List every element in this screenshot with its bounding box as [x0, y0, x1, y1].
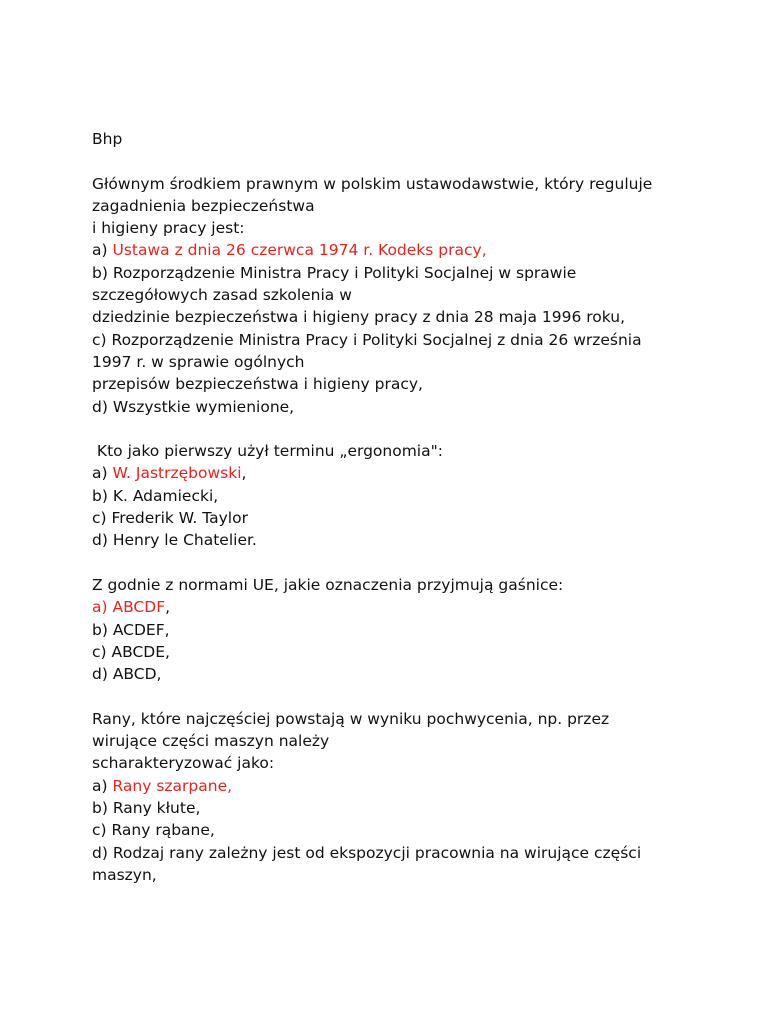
answer-option-c: c) Rozporządzenie Ministra Pracy i Polityki Socjalnej z dnia 26 września: [92, 330, 642, 349]
question-text: scharakteryzować jako:: [92, 754, 275, 773]
question-text: zagadnienia bezpieczeństwa: [92, 196, 315, 215]
question-block: [92, 574, 692, 685]
answer-option-b: b) K. Adamiecki,: [92, 486, 219, 505]
answer-option-a: [92, 775, 692, 797]
answer-option-a: [92, 239, 692, 261]
answer-prefix: a): [92, 464, 113, 483]
answer-prefix: a): [92, 241, 113, 260]
question-block: [92, 173, 692, 418]
spacer: [92, 685, 692, 707]
correct-answer: W. Jastrzębowski: [112, 464, 242, 483]
question-block: [92, 440, 692, 551]
question-text: Głównym środkiem prawnym w polskim ustawodawstwie, który reguluje: [92, 174, 653, 193]
document-title: Bhp: [92, 130, 123, 148]
correct-answer: Ustawa z dnia 26 czerwca 1974 r. Kodeks pracy,: [112, 241, 487, 260]
spacer: [92, 552, 692, 574]
question-text: Z godnie z normami UE, jakie oznaczenia przyjmują gaśnice:: [92, 575, 564, 594]
question-text: Rany, które najczęściej powstają w wyniku pochwycenia, np. przez: [92, 709, 610, 728]
answer-option-b: b) Rany kłute,: [92, 798, 201, 817]
answer-prefix: a): [92, 776, 113, 795]
answer-option-b: b) Rozporządzenie Ministra Pracy i Polityki Socjalnej w sprawie: [92, 263, 577, 282]
answer-option-continuation: przepisów bezpieczeństwa i higieny pracy,: [92, 375, 423, 394]
answer-suffix: ,: [241, 464, 247, 483]
answer-option-d: d) ABCD,: [92, 665, 162, 684]
answer-option-a: [92, 596, 692, 618]
answer-option-continuation: maszyn,: [92, 865, 157, 884]
answer-suffix: ,: [165, 598, 171, 617]
answer-option-b: b) ACDEF,: [92, 620, 170, 639]
question-text: Kto jako pierwszy użył terminu „ergonomia":: [92, 442, 443, 461]
answer-option-continuation: dziedzinie bezpieczeństwa i higieny pracy z dnia 28 maja 1996 roku,: [92, 308, 626, 327]
document-body: [92, 128, 692, 886]
answer-option-d: d) Henry le Chatelier.: [92, 531, 257, 550]
answer-option-d: d) Rodzaj rany zależny jest od ekspozycji pracownia na wirujące części: [92, 843, 642, 862]
spacer: [92, 150, 692, 172]
answer-option-d: d) Wszystkie wymienione,: [92, 397, 295, 416]
correct-answer: Rany szarpane,: [112, 776, 233, 795]
question-text: wirujące części maszyn należy: [92, 732, 330, 751]
correct-answer: a) ABCDF: [92, 598, 166, 617]
answer-option-c: c) Rany rąbane,: [92, 821, 215, 840]
question-text: i higieny pracy jest:: [92, 219, 245, 238]
question-block: [92, 708, 692, 886]
answer-option-continuation: 1997 r. w sprawie ogólnych: [92, 352, 305, 371]
answer-option-a: [92, 462, 692, 484]
answer-option-continuation: szczegółowych zasad szkolenia w: [92, 286, 352, 305]
answer-option-c: c) ABCDE,: [92, 642, 170, 661]
spacer: [92, 418, 692, 440]
answer-option-c: c) Frederik W. Taylor: [92, 509, 248, 528]
